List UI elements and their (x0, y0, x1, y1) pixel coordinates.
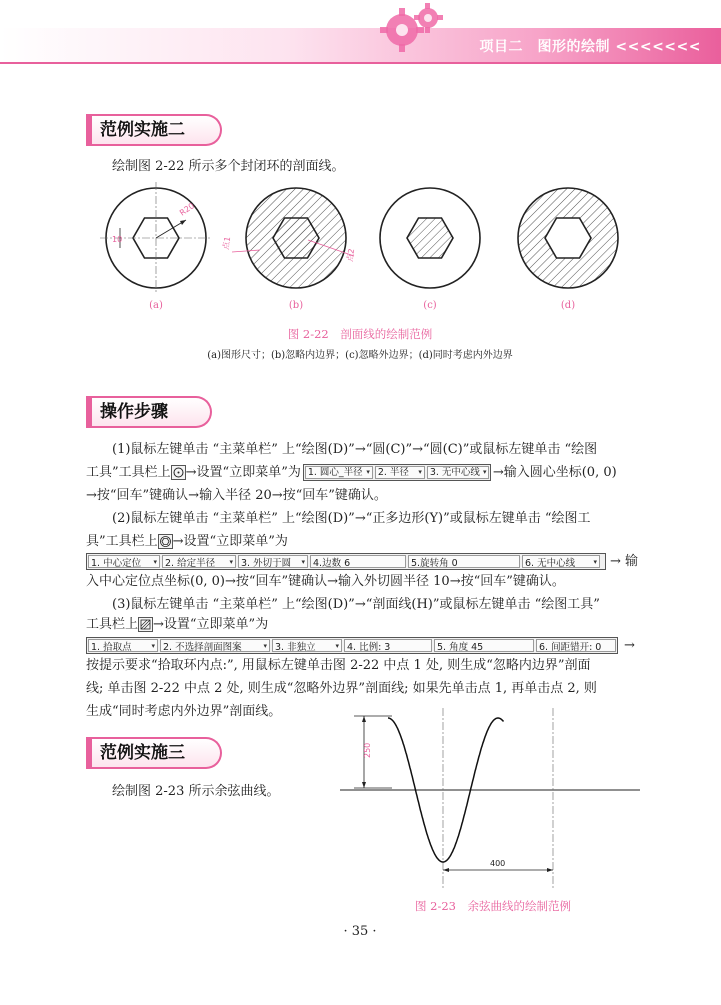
step3-line4: 按提示要求“拾取环内点:”, 用鼠标左键单击图 2-22 中点 1 处, 则生成“忽略内边界”剖面 (86, 658, 591, 673)
dropdown-arrow-icon: ▾ (366, 468, 370, 476)
section-heading-example-3: 范例实施三 (92, 737, 222, 769)
menu2-item-3[interactable]: 3. 外切于圆 ▾ (238, 555, 308, 568)
step1-line2-a: 工具”工具栏上 (86, 465, 171, 480)
figure-a (100, 182, 212, 294)
menu2-item-1[interactable]: 1. 中心定位 ▾ (88, 555, 160, 568)
figure-2-22 (100, 180, 640, 320)
dropdown-arrow-icon: ▾ (151, 641, 155, 650)
section3-intro: 绘制图 2-23 所示余弦曲线。 (112, 784, 280, 799)
step2-line2-a: 具”工具栏上 (86, 534, 158, 549)
figure-label-c: (c) (423, 300, 437, 311)
menu3-item-2[interactable]: 2. 不选择剖面图案 ▾ (160, 639, 270, 652)
figure-2-23 (340, 708, 640, 888)
menu2-item-4[interactable]: 4.边数 6 (310, 555, 406, 568)
point-1-label: 点1 (221, 235, 233, 251)
step2-line1: (2)鼠标左键单击 “主菜单栏” 上“绘图(D)”→“正多边形(Y)”或鼠标左键单击 “绘图工 (112, 511, 591, 526)
figure-b (220, 188, 356, 288)
step1-line3: →按“回车”键确认→输入半径 20→按“回车”键确认。 (86, 488, 387, 503)
section-heading-example-2: 范例实施二 (92, 114, 222, 146)
menu3-item-3[interactable]: 3. 非独立 ▾ (272, 639, 342, 652)
step1-line2 (86, 461, 686, 484)
dropdown-arrow-icon: ▾ (593, 557, 597, 566)
dropdown-arrow-icon: ▾ (335, 641, 339, 650)
menu2-item-2[interactable]: 2. 给定半径 ▾ (162, 555, 236, 568)
step1-line2-c: →输入圆心坐标(0, 0) (492, 465, 617, 480)
dim-10: 10 (112, 235, 123, 244)
menu2-item-5[interactable]: 5.旋转角 0 (408, 555, 520, 568)
dim-250: 250 (363, 742, 372, 758)
menu3-item-6[interactable]: 6. 间距错开: 0 (536, 639, 616, 652)
dropdown-arrow-icon: ▾ (482, 468, 487, 476)
step3-line5: 线; 单击图 2-22 中点 2 处, 则生成“忽略外边界”剖面线; 如果先单击点 1, 再单击点 2, 则 (86, 681, 597, 696)
step3-immediate-menu (86, 637, 618, 654)
figure-label-a: (a) (149, 300, 163, 311)
point-2-label: 点2 (345, 247, 357, 263)
header-title: 项目二 图形的绘制 <<<<<<< (479, 39, 701, 55)
step3-line2 (86, 613, 686, 636)
step2-line4: 入中心定位点坐标(0, 0)→按“回车”键确认→输入外切圆半径 10→按“回车”键确认。 (86, 574, 565, 589)
page-number: · 35 · (343, 924, 377, 939)
menu2-item-6[interactable]: 6. 无中心线 ▾ (522, 555, 600, 568)
figure-label-b: (b) (288, 300, 304, 311)
dropdown-arrow-icon: ▾ (418, 468, 422, 476)
figure-2-22-caption: 图 2-22 剖面线的绘制范例 (287, 327, 433, 341)
menu1-item-1[interactable]: 1. 圆心_半径 ▾ (305, 466, 373, 479)
figure-2-22-subcaption: (a)图形尺寸；(b)忽略内边界；(c)忽略外边界；(d)同时考虑内外边界 (207, 350, 513, 361)
menu3-item-5[interactable]: 5. 角度 45 (434, 639, 534, 652)
hatch-tool-icon[interactable] (138, 617, 153, 632)
figure-label-d: (d) (560, 300, 576, 311)
figure-d (518, 188, 618, 288)
figure-2-23-caption: 图 2-23 余弦曲线的绘制范例 (415, 899, 571, 913)
step3-line2-a: 工具栏上 (86, 617, 139, 632)
gear-icon (362, 0, 452, 62)
step3-line1: (3)鼠标左键单击 “主菜单栏” 上“绘图(D)”→“剖面线(H)”或鼠标左键单击 “绘图工具” (112, 597, 600, 612)
dim-400: 400 (490, 859, 506, 868)
circle-tool-icon[interactable] (171, 465, 186, 480)
dropdown-arrow-icon: ▾ (229, 557, 233, 566)
step2-line2-b: →设置“立即菜单”为 (172, 534, 288, 549)
step2-immediate-menu (86, 553, 606, 570)
step3-tail: → (624, 638, 635, 653)
section1-intro: 绘制图 2-22 所示多个封闭环的剖面线。 (112, 159, 345, 174)
section-heading-steps: 操作步骤 (92, 396, 212, 428)
step3-line6: 生成“同时考虑内外边界”剖面线。 (86, 704, 282, 719)
step2-tail: → 输 (610, 554, 639, 569)
figure-c (380, 188, 480, 288)
dim-r20: R20 (177, 201, 197, 218)
step1-immediate-menu (303, 464, 491, 481)
dropdown-arrow-icon: ▾ (263, 641, 267, 650)
dropdown-arrow-icon: ▾ (153, 557, 157, 566)
step1-line1: (1)鼠标左键单击 “主菜单栏” 上“绘图(D)”→“圆(C)”→“圆(C)”或鼠标左键单击 “绘图 (112, 442, 598, 457)
step3-line2-b: →设置“立即菜单”为 (153, 617, 269, 632)
header-rule (0, 62, 721, 64)
step1-line2-b: →设置“立即菜单”为 (185, 465, 301, 480)
menu3-item-4[interactable]: 4. 比例: 3 (344, 639, 432, 652)
polygon-tool-icon[interactable] (158, 534, 173, 549)
menu1-item-3[interactable]: 3. 无中心线 ▾ (427, 466, 489, 479)
menu3-item-1[interactable]: 1. 拾取点 ▾ (88, 639, 158, 652)
menu1-item-2[interactable]: 2. 半径 ▾ (375, 466, 425, 479)
dropdown-arrow-icon: ▾ (301, 557, 305, 566)
